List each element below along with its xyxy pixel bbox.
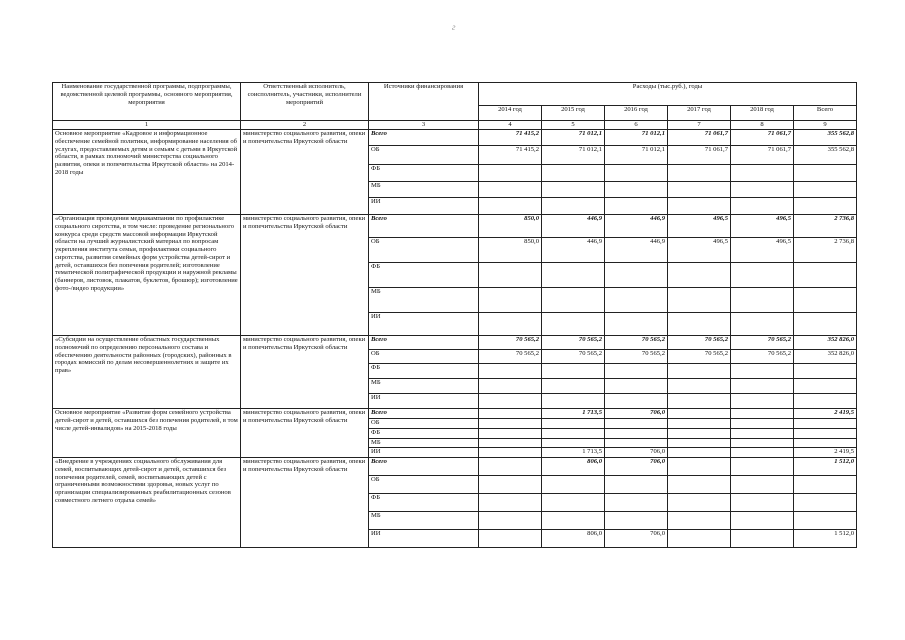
- amount-cell: 706,0: [605, 458, 668, 476]
- amount-cell: [542, 394, 605, 409]
- header-executor: Ответственный исполнитель, соисполнитель, участники, исполнители мероприятий: [241, 83, 369, 121]
- amount-cell: [731, 288, 794, 313]
- amount-cell: [668, 448, 731, 458]
- header-program: Наименование государственной программы, подпрограммы, ведомственной целевой программы, основного мероприятия, мероприятия: [53, 83, 241, 121]
- program-name-cell: Основное мероприятие «Развитие форм семейного устройства детей-сирот и детей, оставшихся без попечения родителей, в том числе детей-инвалидов» на 2015-2018 годы: [53, 409, 241, 458]
- amount-cell: 70 565,2: [542, 336, 605, 350]
- amount-cell: [605, 165, 668, 182]
- amount-cell: 71 061,7: [731, 146, 794, 165]
- table-row: [53, 458, 857, 476]
- amount-cell: 446,9: [542, 238, 605, 263]
- funding-source-cell: МБ: [369, 439, 479, 448]
- amount-cell: [731, 313, 794, 336]
- funding-source-cell: Всего: [369, 336, 479, 350]
- amount-cell: 71 012,1: [605, 130, 668, 146]
- total-amount-cell: 2 419,5: [794, 409, 857, 419]
- amount-cell: [542, 182, 605, 198]
- amount-cell: [542, 512, 605, 530]
- amount-cell: [731, 419, 794, 429]
- amount-cell: [479, 439, 542, 448]
- total-amount-cell: [794, 512, 857, 530]
- amount-cell: [479, 494, 542, 512]
- amount-cell: [479, 288, 542, 313]
- budget-table: [52, 82, 857, 548]
- program-name-cell: «Субсидии на осуществление областных государственных полномочий по определению персонального состава и обеспечению деятельности районных (городских), районных в городах комиссий по делам несовершеннолетних и защите их прав»: [53, 336, 241, 409]
- header-year: 2014 год: [479, 106, 542, 121]
- funding-source-cell: МБ: [369, 182, 479, 198]
- column-index: 9: [794, 121, 857, 130]
- amount-cell: 446,9: [605, 215, 668, 238]
- amount-cell: [479, 512, 542, 530]
- funding-source-cell: ФБ: [369, 263, 479, 288]
- amount-cell: [542, 494, 605, 512]
- amount-cell: [479, 165, 542, 182]
- amount-cell: 850,0: [479, 238, 542, 263]
- header-year: 2018 год: [731, 106, 794, 121]
- amount-cell: [731, 448, 794, 458]
- amount-cell: 71 012,1: [542, 146, 605, 165]
- amount-cell: [605, 379, 668, 394]
- funding-source-cell: ФБ: [369, 429, 479, 439]
- amount-cell: 70 565,2: [479, 350, 542, 364]
- amount-cell: [479, 263, 542, 288]
- amount-cell: [605, 288, 668, 313]
- amount-cell: [668, 476, 731, 494]
- header-year: 2017 год: [668, 106, 731, 121]
- amount-cell: [668, 313, 731, 336]
- funding-source-cell: ИИ: [369, 313, 479, 336]
- amount-cell: 70 565,2: [605, 336, 668, 350]
- total-amount-cell: 2 736,8: [794, 215, 857, 238]
- amount-cell: [605, 394, 668, 409]
- amount-cell: [479, 530, 542, 548]
- amount-cell: [542, 429, 605, 439]
- amount-cell: [668, 263, 731, 288]
- table-row: [53, 215, 857, 238]
- amount-cell: [668, 288, 731, 313]
- amount-cell: 71 012,1: [542, 130, 605, 146]
- amount-cell: [479, 379, 542, 394]
- amount-cell: [605, 419, 668, 429]
- amount-cell: [605, 476, 668, 494]
- amount-cell: 496,5: [668, 238, 731, 263]
- amount-cell: [542, 198, 605, 215]
- amount-cell: 71 415,2: [479, 146, 542, 165]
- amount-cell: [605, 429, 668, 439]
- amount-cell: [542, 476, 605, 494]
- amount-cell: [668, 494, 731, 512]
- funding-source-cell: ИИ: [369, 394, 479, 409]
- funding-source-cell: Всего: [369, 409, 479, 419]
- amount-cell: 70 565,2: [731, 350, 794, 364]
- scan-mark: г: [452, 22, 456, 32]
- executor-cell: министерство социального развития, опеки и попечительства Иркутской области: [241, 215, 369, 336]
- amount-cell: [731, 429, 794, 439]
- amount-cell: 806,0: [542, 530, 605, 548]
- amount-cell: 71 415,2: [479, 130, 542, 146]
- amount-cell: [668, 165, 731, 182]
- amount-cell: [605, 364, 668, 379]
- amount-cell: [542, 419, 605, 429]
- amount-cell: [542, 439, 605, 448]
- amount-cell: 71 061,7: [668, 146, 731, 165]
- amount-cell: 70 565,2: [731, 336, 794, 350]
- funding-source-cell: ИИ: [369, 448, 479, 458]
- amount-cell: [542, 313, 605, 336]
- total-amount-cell: [794, 313, 857, 336]
- amount-cell: 1 713,5: [542, 409, 605, 419]
- funding-source-cell: ОБ: [369, 238, 479, 263]
- amount-cell: 70 565,2: [668, 336, 731, 350]
- amount-cell: [605, 182, 668, 198]
- table-body: [53, 130, 857, 548]
- executor-cell: министерство социального развития, опеки и попечительства Иркутской области: [241, 458, 369, 548]
- total-amount-cell: 1 512,0: [794, 530, 857, 548]
- amount-cell: [731, 198, 794, 215]
- total-amount-cell: [794, 429, 857, 439]
- total-amount-cell: [794, 476, 857, 494]
- funding-source-cell: ИИ: [369, 530, 479, 548]
- program-name-cell: «Организация проведения медиакампании по профилактике социального сиротства, в том числе: проведение регионального конкурса среди средств массовой информации Иркутской области на лучший журналистский материал по вопросам укрепления института семьи, профилактики социального сиротства, развития семейных форм устройства детей-сирот и детей, оставшихся без попечения родителей; изготовление тематической полиграфической продукции и наружной рекламы (баннеров, листовок, плакатов, буклетов, брошюр); изготовление фото-/видео продукции»: [53, 215, 241, 336]
- executor-cell: министерство социального развития, опеки и попечительства Иркутской области: [241, 409, 369, 458]
- column-index: 4: [479, 121, 542, 130]
- amount-cell: [731, 476, 794, 494]
- amount-cell: [605, 494, 668, 512]
- amount-cell: 496,5: [731, 238, 794, 263]
- amount-cell: [668, 439, 731, 448]
- header-year: 2015 год: [542, 106, 605, 121]
- total-amount-cell: [794, 263, 857, 288]
- amount-cell: 806,0: [542, 458, 605, 476]
- amount-cell: [605, 439, 668, 448]
- amount-cell: 496,5: [668, 215, 731, 238]
- program-name-cell: Основное мероприятие «Кадровое и информационное обеспечение семейной политики, информирование населения об услугах, предоставляемых детям и семьям с детьми в Иркутской области, в рамках полномочий министерства социального развития, опеки и попечительства Иркутской области» на 2014-2018 годы: [53, 130, 241, 215]
- column-index: 3: [369, 121, 479, 130]
- amount-cell: [479, 476, 542, 494]
- funding-source-cell: ОБ: [369, 350, 479, 364]
- table-row: [53, 409, 857, 419]
- amount-cell: 446,9: [542, 215, 605, 238]
- amount-cell: [479, 313, 542, 336]
- amount-cell: [731, 182, 794, 198]
- funding-source-cell: Всего: [369, 215, 479, 238]
- amount-cell: [542, 288, 605, 313]
- executor-cell: министерство социального развития, опеки и попечительства Иркутской области: [241, 336, 369, 409]
- amount-cell: [731, 263, 794, 288]
- funding-source-cell: МБ: [369, 512, 479, 530]
- amount-cell: 71 061,7: [668, 130, 731, 146]
- total-amount-cell: [794, 419, 857, 429]
- total-amount-cell: [794, 198, 857, 215]
- amount-cell: [668, 429, 731, 439]
- total-amount-cell: [794, 439, 857, 448]
- amount-cell: [668, 530, 731, 548]
- amount-cell: [668, 458, 731, 476]
- amount-cell: 706,0: [605, 448, 668, 458]
- total-amount-cell: 2 736,8: [794, 238, 857, 263]
- amount-cell: [668, 512, 731, 530]
- amount-cell: [668, 409, 731, 419]
- funding-source-cell: МБ: [369, 288, 479, 313]
- funding-source-cell: ОБ: [369, 146, 479, 165]
- amount-cell: [542, 379, 605, 394]
- amount-cell: [479, 458, 542, 476]
- column-index: 1: [53, 121, 241, 130]
- amount-cell: [731, 379, 794, 394]
- amount-cell: 70 565,2: [605, 350, 668, 364]
- total-amount-cell: [794, 182, 857, 198]
- amount-cell: [668, 364, 731, 379]
- funding-source-cell: ИИ: [369, 198, 479, 215]
- funding-source-cell: ФБ: [369, 494, 479, 512]
- funding-source-cell: ФБ: [369, 364, 479, 379]
- amount-cell: 71 061,7: [731, 130, 794, 146]
- amount-cell: [479, 182, 542, 198]
- funding-source-cell: ОБ: [369, 476, 479, 494]
- amount-cell: [479, 364, 542, 379]
- amount-cell: [605, 313, 668, 336]
- amount-cell: 70 565,2: [668, 350, 731, 364]
- column-index: 8: [731, 121, 794, 130]
- amount-cell: 706,0: [605, 409, 668, 419]
- column-index: 6: [605, 121, 668, 130]
- amount-cell: [668, 182, 731, 198]
- amount-cell: [542, 364, 605, 379]
- amount-cell: [731, 394, 794, 409]
- amount-cell: [668, 394, 731, 409]
- total-amount-cell: [794, 165, 857, 182]
- funding-source-cell: ФБ: [369, 165, 479, 182]
- funding-source-cell: Всего: [369, 458, 479, 476]
- total-amount-cell: [794, 379, 857, 394]
- amount-cell: [479, 419, 542, 429]
- amount-cell: [479, 429, 542, 439]
- amount-cell: [731, 409, 794, 419]
- header-source: Источники финансирования: [369, 83, 479, 121]
- header-year: 2016 год: [605, 106, 668, 121]
- amount-cell: 706,0: [605, 530, 668, 548]
- column-index: 5: [542, 121, 605, 130]
- amount-cell: [731, 439, 794, 448]
- amount-cell: [668, 198, 731, 215]
- header-total: Всего: [794, 106, 857, 121]
- column-index: 7: [668, 121, 731, 130]
- executor-cell: министерство социального развития, опеки и попечительства Иркутской области: [241, 130, 369, 215]
- total-amount-cell: 355 562,8: [794, 146, 857, 165]
- amount-cell: 1 713,5: [542, 448, 605, 458]
- table-row: [53, 130, 857, 146]
- amount-cell: [479, 198, 542, 215]
- total-amount-cell: 352 826,0: [794, 336, 857, 350]
- header-expenses: Расходы (тыс.руб.), годы: [479, 83, 857, 106]
- amount-cell: [605, 263, 668, 288]
- column-index: 2: [241, 121, 369, 130]
- amount-cell: [479, 394, 542, 409]
- program-name-cell: «Внедрение в учреждениях социального обслуживания для семей, воспитывающих детей-сирот и детей, оставшихся без попечения родителей, семей, воспитывающих детей с ограниченными возможностями здоровья, новых услуг по организации специализированных реабилитационных сезонов совместного летнего отдыха семей»: [53, 458, 241, 548]
- total-amount-cell: [794, 494, 857, 512]
- table-row: [53, 336, 857, 350]
- total-amount-cell: 352 826,0: [794, 350, 857, 364]
- amount-cell: [542, 165, 605, 182]
- funding-source-cell: МБ: [369, 379, 479, 394]
- amount-cell: [479, 448, 542, 458]
- amount-cell: 70 565,2: [479, 336, 542, 350]
- total-amount-cell: [794, 394, 857, 409]
- amount-cell: 446,9: [605, 238, 668, 263]
- amount-cell: 71 012,1: [605, 146, 668, 165]
- total-amount-cell: 355 562,8: [794, 130, 857, 146]
- amount-cell: [731, 165, 794, 182]
- amount-cell: [542, 263, 605, 288]
- amount-cell: [731, 494, 794, 512]
- amount-cell: 496,5: [731, 215, 794, 238]
- funding-source-cell: ОБ: [369, 419, 479, 429]
- amount-cell: 850,0: [479, 215, 542, 238]
- amount-cell: 70 565,2: [542, 350, 605, 364]
- amount-cell: [605, 512, 668, 530]
- funding-source-cell: Всего: [369, 130, 479, 146]
- amount-cell: [605, 198, 668, 215]
- amount-cell: [668, 419, 731, 429]
- amount-cell: [731, 512, 794, 530]
- amount-cell: [731, 364, 794, 379]
- amount-cell: [731, 530, 794, 548]
- amount-cell: [668, 379, 731, 394]
- total-amount-cell: 1 512,0: [794, 458, 857, 476]
- total-amount-cell: [794, 364, 857, 379]
- total-amount-cell: 2 419,5: [794, 448, 857, 458]
- amount-cell: [479, 409, 542, 419]
- amount-cell: [731, 458, 794, 476]
- total-amount-cell: [794, 288, 857, 313]
